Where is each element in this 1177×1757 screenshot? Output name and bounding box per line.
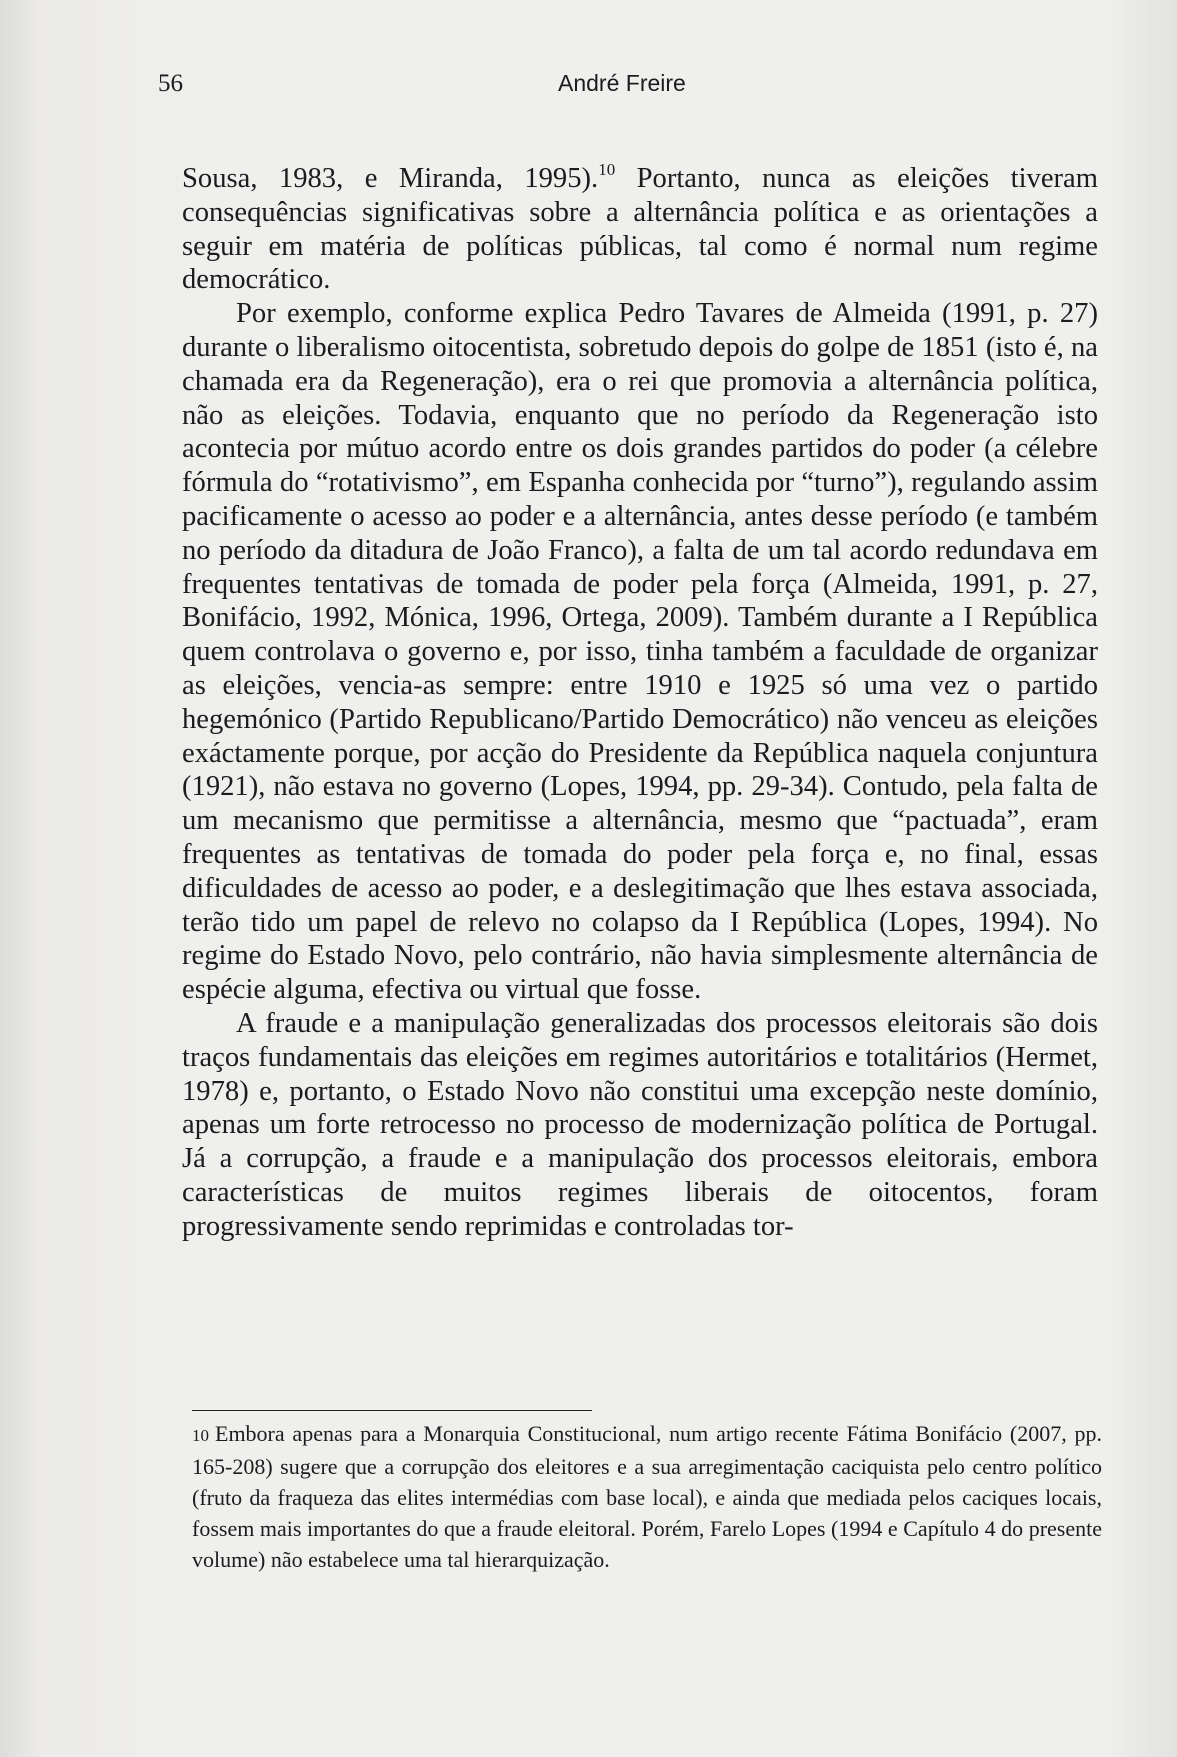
running-head: [158, 70, 1038, 110]
page-number: 56: [158, 70, 183, 97]
footnote-text: Embora apenas para a Monarquia Constitucional, num artigo recente Fátima Bonifácio (2007, pp. 165-208) sugere que a corrupção dos eleitores e a sua arregimentação caciquista pelo centro político (fruto da fraqueza das elites intermédias com base local), e ainda que mediada pelos caciques locais, fossem mais importantes do que a fraude eleitoral. Porém, Farelo Lopes (1994 e Capítulo 4 do presente volume) não estabelece uma tal hierarquização.: [192, 1421, 1102, 1572]
running-title: André Freire: [558, 70, 686, 96]
paragraph-2: Por exemplo, conforme explica Pedro Tavares de Almeida (1991, p. 27) durante o liberalismo oitocentista, sobretudo depois do golpe de 1851 (isto é, na chamada era da Regeneração), era o rei que promovia a alternância política, não as eleições. Todavia, enquanto que no período da Regeneração isto acontecia por mútuo acordo entre os dois grandes partidos do poder (a célebre fórmula do “rotativismo”, em Espanha conhecida por “turno”), regulando assim pacificamente o acesso ao poder e a alternância, antes desse período (e também no período da ditadura de João Franco), a falta de um tal acordo redundava em frequentes tentativas de tomada de poder pela força (Almeida, 1991, p. 27, Bonifácio, 1992, Mónica, 1996, Ortega, 2009). Também durante a I República quem controlava o governo e, por isso, tinha também a faculdade de organizar as eleições, vencia-as sempre: entre 1910 e 1925 só uma vez o partido hegemónico (Partido Republicano/Partido Democrático) não venceu as eleições exáctamente porque, por acção do Presidente da República naquela conjuntura (1921), não estava no governo (Lopes, 1994, pp. 29-34). Contudo, pela falta de um mecanismo que permitisse a alternância, mesmo que “pactuada”, eram frequentes as tentativas de tomada do poder pela força e, no final, essas dificuldades de acesso ao poder, e a deslegitimação que lhes estava associada, terão tido um papel de relevo no colapso da I República (Lopes, 1994). No regime do Estado Novo, pelo contrário, não havia simplesmente alternância de espécie alguma, efectiva ou virtual que fosse.: [182, 298, 1098, 1006]
footnote-divider: [192, 1410, 592, 1411]
footnote-marker: 10: [192, 1426, 209, 1445]
paragraph-1-start: Sousa, 1983, e Miranda, 1995).: [182, 163, 599, 194]
footnote: [192, 1418, 1102, 1575]
paragraph-3: A fraude e a manipulação generalizadas dos processos eleitorais são dois traços fundamentais das eleições em regimes autoritários e totalitários (Hermet, 1978) e, portanto, o Estado Novo não constitui uma excepção neste domínio, apenas um forte retrocesso no processo de modernização política de Portugal. Já a corrupção, a fraude e a manipulação dos processos eleitorais, embora características de muitos regimes liberais de oitocentos, foram progressivamente sendo reprimidas e controladas tor-: [182, 1007, 1098, 1242]
body-text: [182, 162, 1098, 1244]
paragraph-1-rest: Portanto, nunca as eleições tiveram consequências significativas sobre a alternância política e as orientações a seguir em matéria de políticas públicas, tal como é normal num regime democrático.: [182, 163, 1098, 296]
footnote-reference: 10: [598, 160, 616, 179]
footnote-10: [192, 1418, 1102, 1575]
paragraph-1: [182, 162, 1098, 297]
